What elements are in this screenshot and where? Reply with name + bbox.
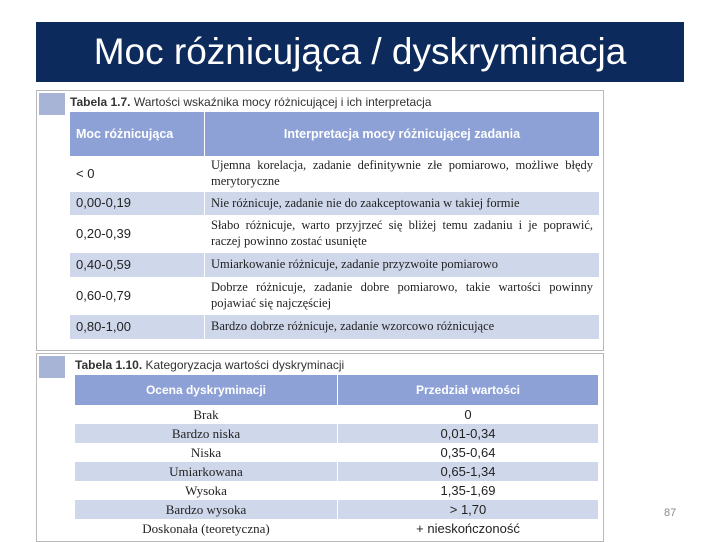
value-range-cell: > 1,70 <box>338 500 599 519</box>
value-range-cell: 1,35-1,69 <box>338 481 599 500</box>
interpretation-cell: Dobrze różnicuje, zadanie dobre pomiarowo, takie wartości powinny pojawiać się najczęściej <box>205 277 600 315</box>
table-caption <box>70 95 431 109</box>
table-header-row <box>70 112 600 156</box>
table-row <box>70 192 600 215</box>
rating-cell: Umiarkowana <box>75 462 338 481</box>
value-range-cell: 0,35-0,64 <box>338 443 599 462</box>
page-margin <box>37 354 67 541</box>
table-row <box>75 443 599 462</box>
slide-title: Moc różnicująca / dyskryminacja <box>36 22 684 82</box>
table-caption-label: Tabela 1.10. <box>75 358 143 372</box>
table-row <box>70 215 600 253</box>
table-row <box>75 405 599 424</box>
discrimination-category-table <box>75 375 599 538</box>
column-header: Przedział wartości <box>338 375 599 405</box>
value-range-cell: 0,01-0,34 <box>338 424 599 443</box>
rating-cell: Niska <box>75 443 338 462</box>
rating-cell: Bardzo wysoka <box>75 500 338 519</box>
table-row <box>75 424 599 443</box>
rating-cell: Doskonała (teoretyczna) <box>75 519 338 538</box>
value-range-cell: 0,65-1,34 <box>338 462 599 481</box>
table-row <box>70 156 600 192</box>
value-range-cell: 0 <box>338 405 599 424</box>
column-header: Interpretacja mocy różnicującej zadania <box>205 112 600 156</box>
rating-cell: Brak <box>75 405 338 424</box>
range-cell: 0,80-1,00 <box>70 315 205 339</box>
interpretation-cell: Ujemna korelacja, zadanie definitywnie złe pomiarowo, możliwe błędy merytoryczne <box>205 156 600 192</box>
table-header-row <box>75 375 599 405</box>
rating-cell: Wysoka <box>75 481 338 500</box>
page-margin <box>37 91 67 350</box>
range-cell: < 0 <box>70 156 205 192</box>
table-row <box>75 519 599 538</box>
discrimination-power-table <box>70 112 600 339</box>
table-row <box>75 481 599 500</box>
table-caption-text: Kategoryzacja wartości dyskryminacji <box>142 358 345 372</box>
table-row <box>75 462 599 481</box>
range-cell: 0,00-0,19 <box>70 192 205 215</box>
range-cell: 0,20-0,39 <box>70 215 205 253</box>
value-range-cell: + nieskończoność <box>338 519 599 538</box>
table-row <box>70 253 600 277</box>
range-cell: 0,60-0,79 <box>70 277 205 315</box>
interpretation-cell: Bardzo dobrze różnicuje, zadanie wzorcowo różnicujące <box>205 315 600 339</box>
table-caption-label: Tabela 1.7. <box>70 95 131 109</box>
column-header: Ocena dyskryminacji <box>75 375 338 405</box>
interpretation-cell: Umiarkowanie różnicuje, zadanie przyzwoite pomiarowo <box>205 253 600 277</box>
page-number: 87 <box>664 507 677 519</box>
table-row <box>70 315 600 339</box>
rating-cell: Bardzo niska <box>75 424 338 443</box>
range-cell: 0,40-0,59 <box>70 253 205 277</box>
table-caption-text: Wartości wskaźnika mocy różnicującej i ich interpretacja <box>130 95 432 109</box>
table-1-10-image <box>36 353 604 542</box>
interpretation-cell: Słabo różnicuje, warto przyjrzeć się bliżej temu zadaniu i je poprawić, raczej powinno zostać usunięte <box>205 215 600 253</box>
column-header: Moc różnicująca <box>70 112 205 156</box>
table-caption <box>75 358 344 372</box>
interpretation-cell: Nie różnicuje, zadanie nie do zaakceptowania w takiej formie <box>205 192 600 215</box>
table-1-7-image <box>36 90 604 351</box>
table-row <box>70 277 600 315</box>
table-row <box>75 500 599 519</box>
